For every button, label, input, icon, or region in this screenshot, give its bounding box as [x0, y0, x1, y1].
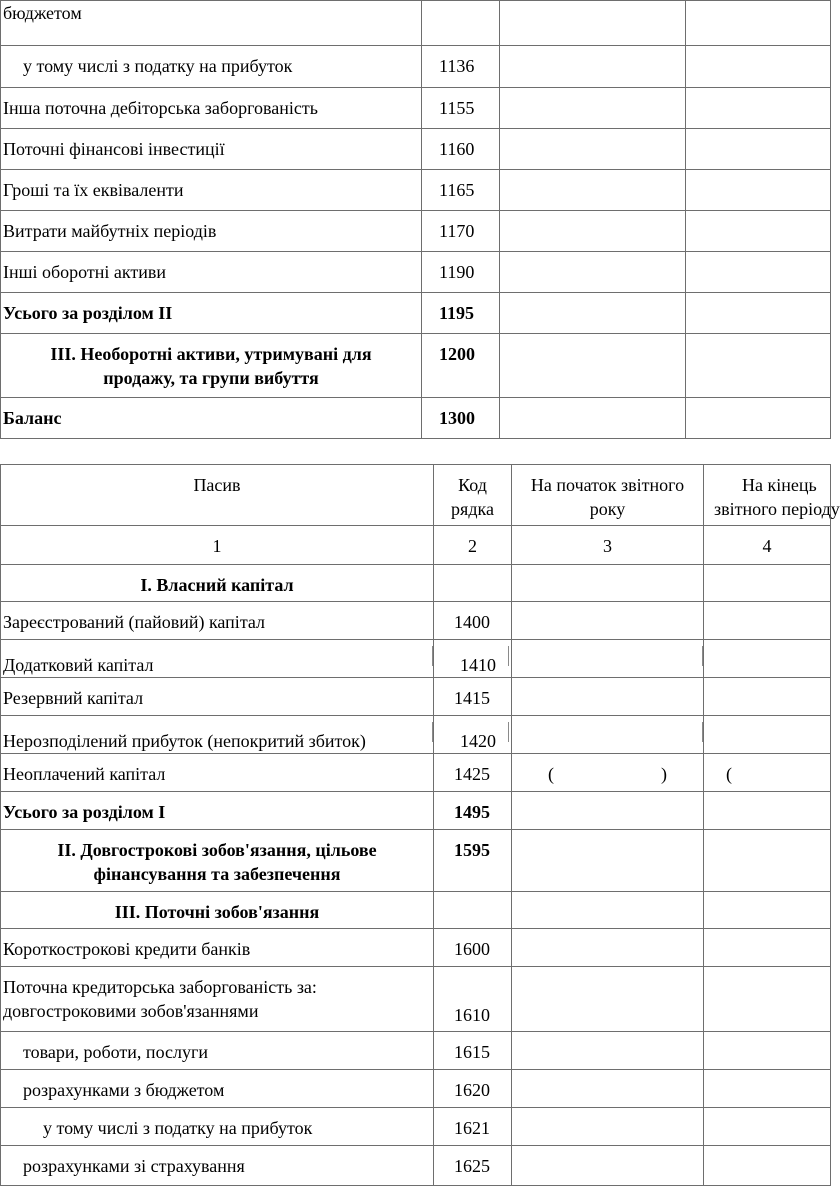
header-line: На початок звітного [530, 475, 685, 495]
value-cell [686, 170, 831, 211]
value-cell [500, 170, 686, 211]
value-cell [704, 792, 831, 830]
value-cell [512, 565, 704, 602]
column-number: 3 [512, 526, 704, 565]
row-code: 1615 [434, 1032, 512, 1070]
column-number: 1 [1, 526, 434, 565]
table-row [1, 1070, 831, 1108]
table-row [1, 334, 831, 398]
row-code: 1136 [422, 46, 500, 88]
table-row [1, 88, 831, 129]
value-cell [512, 716, 704, 754]
value-cell [500, 293, 686, 334]
value-cell [686, 129, 831, 170]
row-label: Баланс [1, 398, 422, 439]
header-pasyv: Пасив [1, 465, 434, 526]
value-cell [686, 252, 831, 293]
header-line: рядка [451, 499, 494, 519]
row-code [422, 1, 500, 46]
table-row [1, 967, 831, 1032]
row-label: товари, роботи, послуги [1, 1032, 434, 1070]
value-cell [500, 211, 686, 252]
value-cell [512, 1070, 704, 1108]
header-line: року [589, 499, 626, 519]
row-code: 1195 [422, 293, 500, 334]
row-label-text: Додатковий капітал [3, 655, 154, 675]
row-label-line: довгостроковими зобов'язаннями [3, 1001, 259, 1021]
row-label: розрахунками зі страхування [1, 1146, 434, 1186]
section-heading: III. Поточні зобов'язання [1, 892, 434, 929]
value-cell [500, 1, 686, 46]
liabilities-table [0, 464, 840, 1186]
value-cell [704, 678, 831, 716]
value-cell [500, 46, 686, 88]
row-code: 1190 [422, 252, 500, 293]
close-paren: ) [661, 764, 667, 784]
value-cell [704, 967, 831, 1032]
row-label: Зареєстрований (пайовий) капітал [1, 602, 434, 640]
table-row [1, 830, 831, 892]
table-row [1, 754, 831, 792]
value-cell [704, 602, 831, 640]
table-row [1, 293, 831, 334]
divider-mark [702, 646, 703, 666]
row-code: 1625 [434, 1146, 512, 1186]
row-code: 1495 [434, 792, 512, 830]
row-label: Інші оборотні активи [1, 252, 422, 293]
table-row [1, 929, 831, 967]
table-row [1, 1146, 831, 1186]
value-cell [512, 640, 704, 678]
header-line: Код [458, 475, 487, 495]
row-label: Усього за розділом I [1, 792, 434, 830]
value-cell [704, 830, 831, 892]
table-row [1, 892, 831, 929]
row-label-line: II. Довгострокові зобов'язання, цільове [57, 840, 377, 860]
value-cell [686, 293, 831, 334]
value-cell [704, 1070, 831, 1108]
row-label [1, 967, 434, 1032]
column-number: 4 [704, 526, 831, 565]
value-cell [512, 754, 704, 792]
row-code: 1425 [434, 754, 512, 792]
divider-mark [702, 722, 703, 742]
row-code: 1170 [422, 211, 500, 252]
value-cell [686, 334, 831, 398]
row-label [1, 716, 434, 754]
header-end-of-period [704, 465, 840, 526]
value-cell [704, 640, 831, 678]
open-paren: ( [726, 764, 732, 784]
table-row [1, 129, 831, 170]
open-paren: ( [548, 764, 554, 784]
row-code: 1400 [434, 602, 512, 640]
row-label-line: продажу, та групи вибуття [103, 368, 319, 388]
row-code: 1610 [434, 967, 512, 1032]
row-code [434, 716, 512, 754]
table-row [1, 1108, 831, 1146]
value-cell [500, 88, 686, 129]
value-cell [686, 1, 831, 46]
row-label: у тому числі з податку на прибуток [1, 1108, 434, 1146]
table-row [1, 1032, 831, 1070]
value-cell [512, 602, 704, 640]
row-label: розрахунками з бюджетом [1, 1070, 434, 1108]
value-cell [512, 1032, 704, 1070]
row-code: 1620 [434, 1070, 512, 1108]
value-cell [512, 929, 704, 967]
value-cell [686, 88, 831, 129]
assets-table [0, 0, 831, 439]
header-code [434, 465, 512, 526]
row-code: 1200 [422, 334, 500, 398]
row-code [434, 640, 512, 678]
column-numbers-row [1, 526, 831, 565]
row-label-line: фінансування та забезпечення [93, 864, 341, 884]
row-code: 1155 [422, 88, 500, 129]
row-label: Усього за розділом II [1, 293, 422, 334]
value-cell [704, 929, 831, 967]
row-label: Резервний капітал [1, 678, 434, 716]
section-heading [1, 830, 434, 892]
row-label [1, 334, 422, 398]
value-cell [500, 129, 686, 170]
value-cell [512, 792, 704, 830]
header-line: На кінець [742, 475, 817, 495]
table-row [1, 211, 831, 252]
divider-mark [508, 646, 509, 666]
table-row [1, 602, 831, 640]
value-cell [704, 1146, 831, 1186]
table-row [1, 792, 831, 830]
table-row [1, 1, 831, 46]
value-cell [512, 892, 704, 929]
value-cell [704, 716, 831, 754]
table-row [1, 678, 831, 716]
value-cell [704, 754, 831, 792]
table-row [1, 716, 831, 754]
row-code: 1595 [434, 830, 512, 892]
table-row [1, 398, 831, 439]
row-label: Інша поточна дебіторська заборгованість [1, 88, 422, 129]
value-cell [500, 252, 686, 293]
value-cell [512, 967, 704, 1032]
row-label: бюджетом [1, 1, 422, 46]
value-cell [500, 334, 686, 398]
row-label-line: Поточна кредиторська заборгованість за: [3, 977, 317, 997]
value-cell [686, 398, 831, 439]
table-row [1, 46, 831, 88]
row-code-text: 1420 [460, 731, 496, 751]
table-row [1, 565, 831, 602]
value-cell [500, 398, 686, 439]
table-row [1, 170, 831, 211]
row-code [434, 565, 512, 602]
row-code [434, 892, 512, 929]
row-label: у тому числі з податку на прибуток [1, 46, 422, 88]
row-code: 1160 [422, 129, 500, 170]
row-code: 1600 [434, 929, 512, 967]
divider-mark [508, 722, 509, 742]
row-label: Короткострокові кредити банків [1, 929, 434, 967]
row-code: 1415 [434, 678, 512, 716]
value-cell [686, 211, 831, 252]
column-number: 2 [434, 526, 512, 565]
row-label-text: Нерозподілений прибуток (непокритий збиток) [3, 731, 366, 751]
table-row [1, 252, 831, 293]
value-cell [512, 1146, 704, 1186]
row-label: Неоплачений капітал [1, 754, 434, 792]
header-row [1, 465, 831, 526]
table-row [1, 640, 831, 678]
row-label-line: III. Необоротні активи, утримувані для [50, 344, 372, 364]
value-cell [512, 830, 704, 892]
value-cell [512, 1108, 704, 1146]
row-label: Гроші та їх еквіваленти [1, 170, 422, 211]
value-cell [704, 892, 831, 929]
value-cell [704, 1108, 831, 1146]
row-label [1, 640, 434, 678]
row-code: 1621 [434, 1108, 512, 1146]
value-cell [686, 46, 831, 88]
row-label: Витрати майбутніх періодів [1, 211, 422, 252]
value-cell [704, 1032, 831, 1070]
row-code-text: 1410 [460, 655, 496, 675]
header-start-of-year [512, 465, 704, 526]
row-label: Поточні фінансові інвестиції [1, 129, 422, 170]
header-line: звітного періоду [714, 499, 840, 519]
row-code: 1300 [422, 398, 500, 439]
value-cell [512, 678, 704, 716]
value-cell [704, 565, 831, 602]
row-code: 1165 [422, 170, 500, 211]
section-heading: I. Власний капітал [1, 565, 434, 602]
